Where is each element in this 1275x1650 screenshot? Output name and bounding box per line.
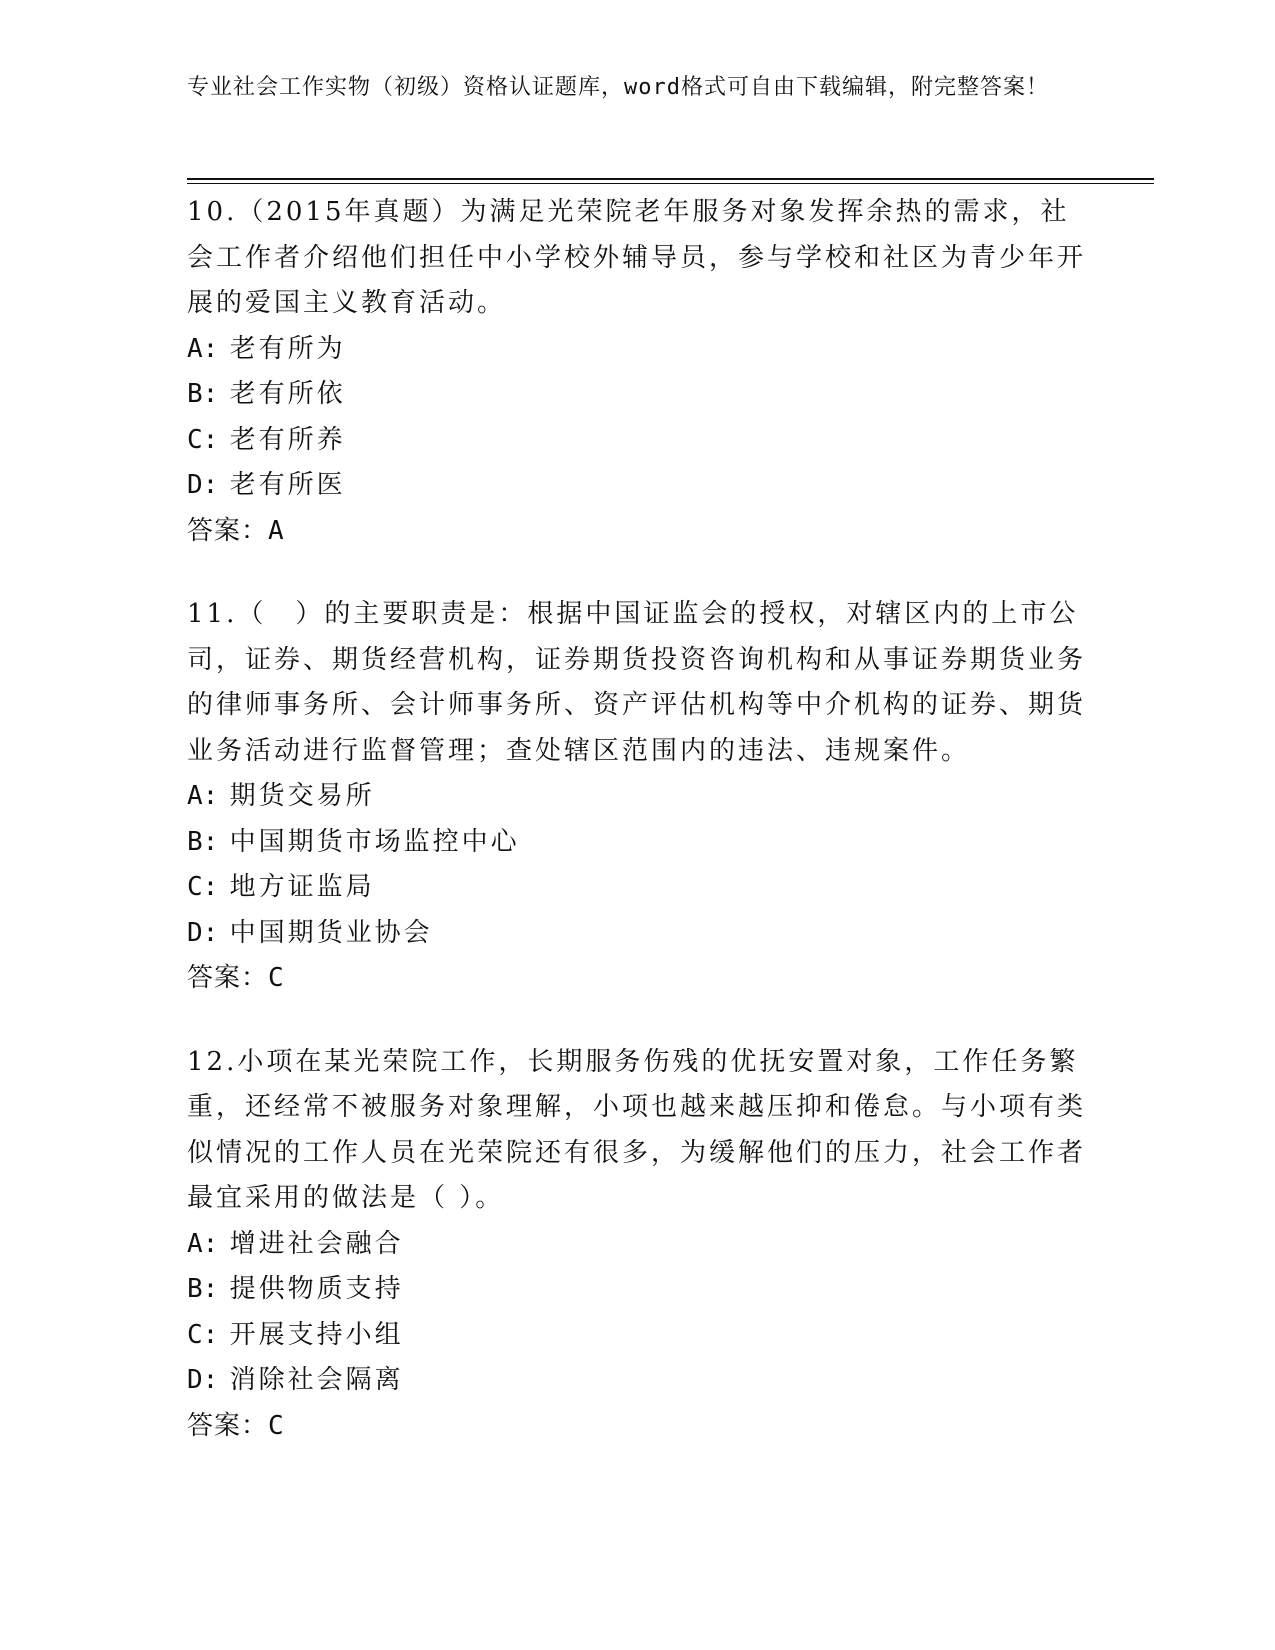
option-b bbox=[187, 820, 1087, 866]
option-d bbox=[187, 1358, 1087, 1404]
answer-value: C bbox=[268, 963, 285, 993]
document-header: 专业社会工作实物（初级）资格认证题库，word格式可自由下载编辑，附完整答案！ bbox=[187, 75, 1049, 100]
option-text: 老有所医 bbox=[229, 470, 346, 500]
option-text: 老有所为 bbox=[229, 333, 346, 364]
option-key: B: bbox=[187, 379, 219, 409]
answer-line bbox=[187, 956, 1087, 1002]
question-11 bbox=[187, 592, 1087, 1002]
option-text: 老有所依 bbox=[229, 379, 346, 409]
header-rule-thin bbox=[187, 183, 1154, 184]
option-a bbox=[187, 1222, 1087, 1268]
answer-value: C bbox=[268, 1410, 285, 1441]
header-rule-thick bbox=[187, 178, 1154, 180]
option-text: 中国期货业协会 bbox=[229, 917, 433, 948]
answer-label: 答案： bbox=[187, 963, 269, 993]
option-key: D: bbox=[187, 917, 219, 948]
question-stem: 12.小项在某光荣院工作，长期服务伤残的优抚安置对象，工作任务繁重，还经常不被服务对象理解，小项也越来越压抑和倦怠。与小项有类似情况的工作人员在光荣院还有很多，为缓解他们的压力，社会工作者最宜采用的做法是（ ）。 bbox=[187, 1046, 1087, 1213]
option-b bbox=[187, 372, 1087, 418]
answer-line bbox=[187, 1404, 1087, 1450]
option-text: 期货交易所 bbox=[229, 781, 375, 811]
option-text: 开展支持小组 bbox=[229, 1319, 404, 1350]
option-text: 地方证监局 bbox=[229, 872, 375, 902]
option-c bbox=[187, 865, 1087, 911]
option-key: C: bbox=[187, 872, 219, 902]
option-c bbox=[187, 1313, 1087, 1359]
option-text: 增进社会融合 bbox=[229, 1228, 404, 1259]
option-text: 提供物质支持 bbox=[229, 1274, 404, 1304]
question-stem: 11.（ ）的主要职责是：根据中国证监会的授权，对辖区内的上市公司，证券、期货经营机构，证券期货投资咨询机构和从事证券期货业务的律师事务所、会计师事务所、资产评估机构等中介机构的证券、期货业务活动进行监督管理；查处辖区范围内的违法、违规案件。 bbox=[187, 599, 1087, 766]
option-b bbox=[187, 1267, 1087, 1313]
option-d bbox=[187, 463, 1087, 509]
option-key: A: bbox=[187, 1228, 219, 1259]
option-d bbox=[187, 911, 1087, 957]
question-12 bbox=[187, 1040, 1087, 1450]
option-key: B: bbox=[187, 1274, 219, 1304]
answer-value: A bbox=[268, 515, 285, 546]
option-key: D: bbox=[187, 1365, 219, 1395]
option-text: 中国期货市场监控中心 bbox=[229, 826, 520, 857]
option-key: D: bbox=[187, 470, 219, 500]
answer-line bbox=[187, 509, 1087, 555]
question-list bbox=[187, 190, 1087, 1487]
option-c bbox=[187, 418, 1087, 464]
option-key: A: bbox=[187, 781, 219, 811]
answer-label: 答案： bbox=[187, 1410, 269, 1441]
question-10 bbox=[187, 190, 1087, 554]
option-key: B: bbox=[187, 826, 219, 857]
question-stem: 10.（2015年真题）为满足光荣院老年服务对象发挥余热的需求，社会工作者介绍他们担任中小学校外辅导员，参与学校和社区为青少年开展的爱国主义教育活动。 bbox=[187, 197, 1087, 318]
answer-label: 答案： bbox=[187, 515, 269, 546]
option-key: C: bbox=[187, 1319, 219, 1350]
option-a bbox=[187, 327, 1087, 373]
option-text: 老有所养 bbox=[229, 424, 346, 455]
option-key: C: bbox=[187, 424, 219, 455]
option-text: 消除社会隔离 bbox=[229, 1365, 404, 1395]
option-a bbox=[187, 774, 1087, 820]
option-key: A: bbox=[187, 333, 219, 364]
